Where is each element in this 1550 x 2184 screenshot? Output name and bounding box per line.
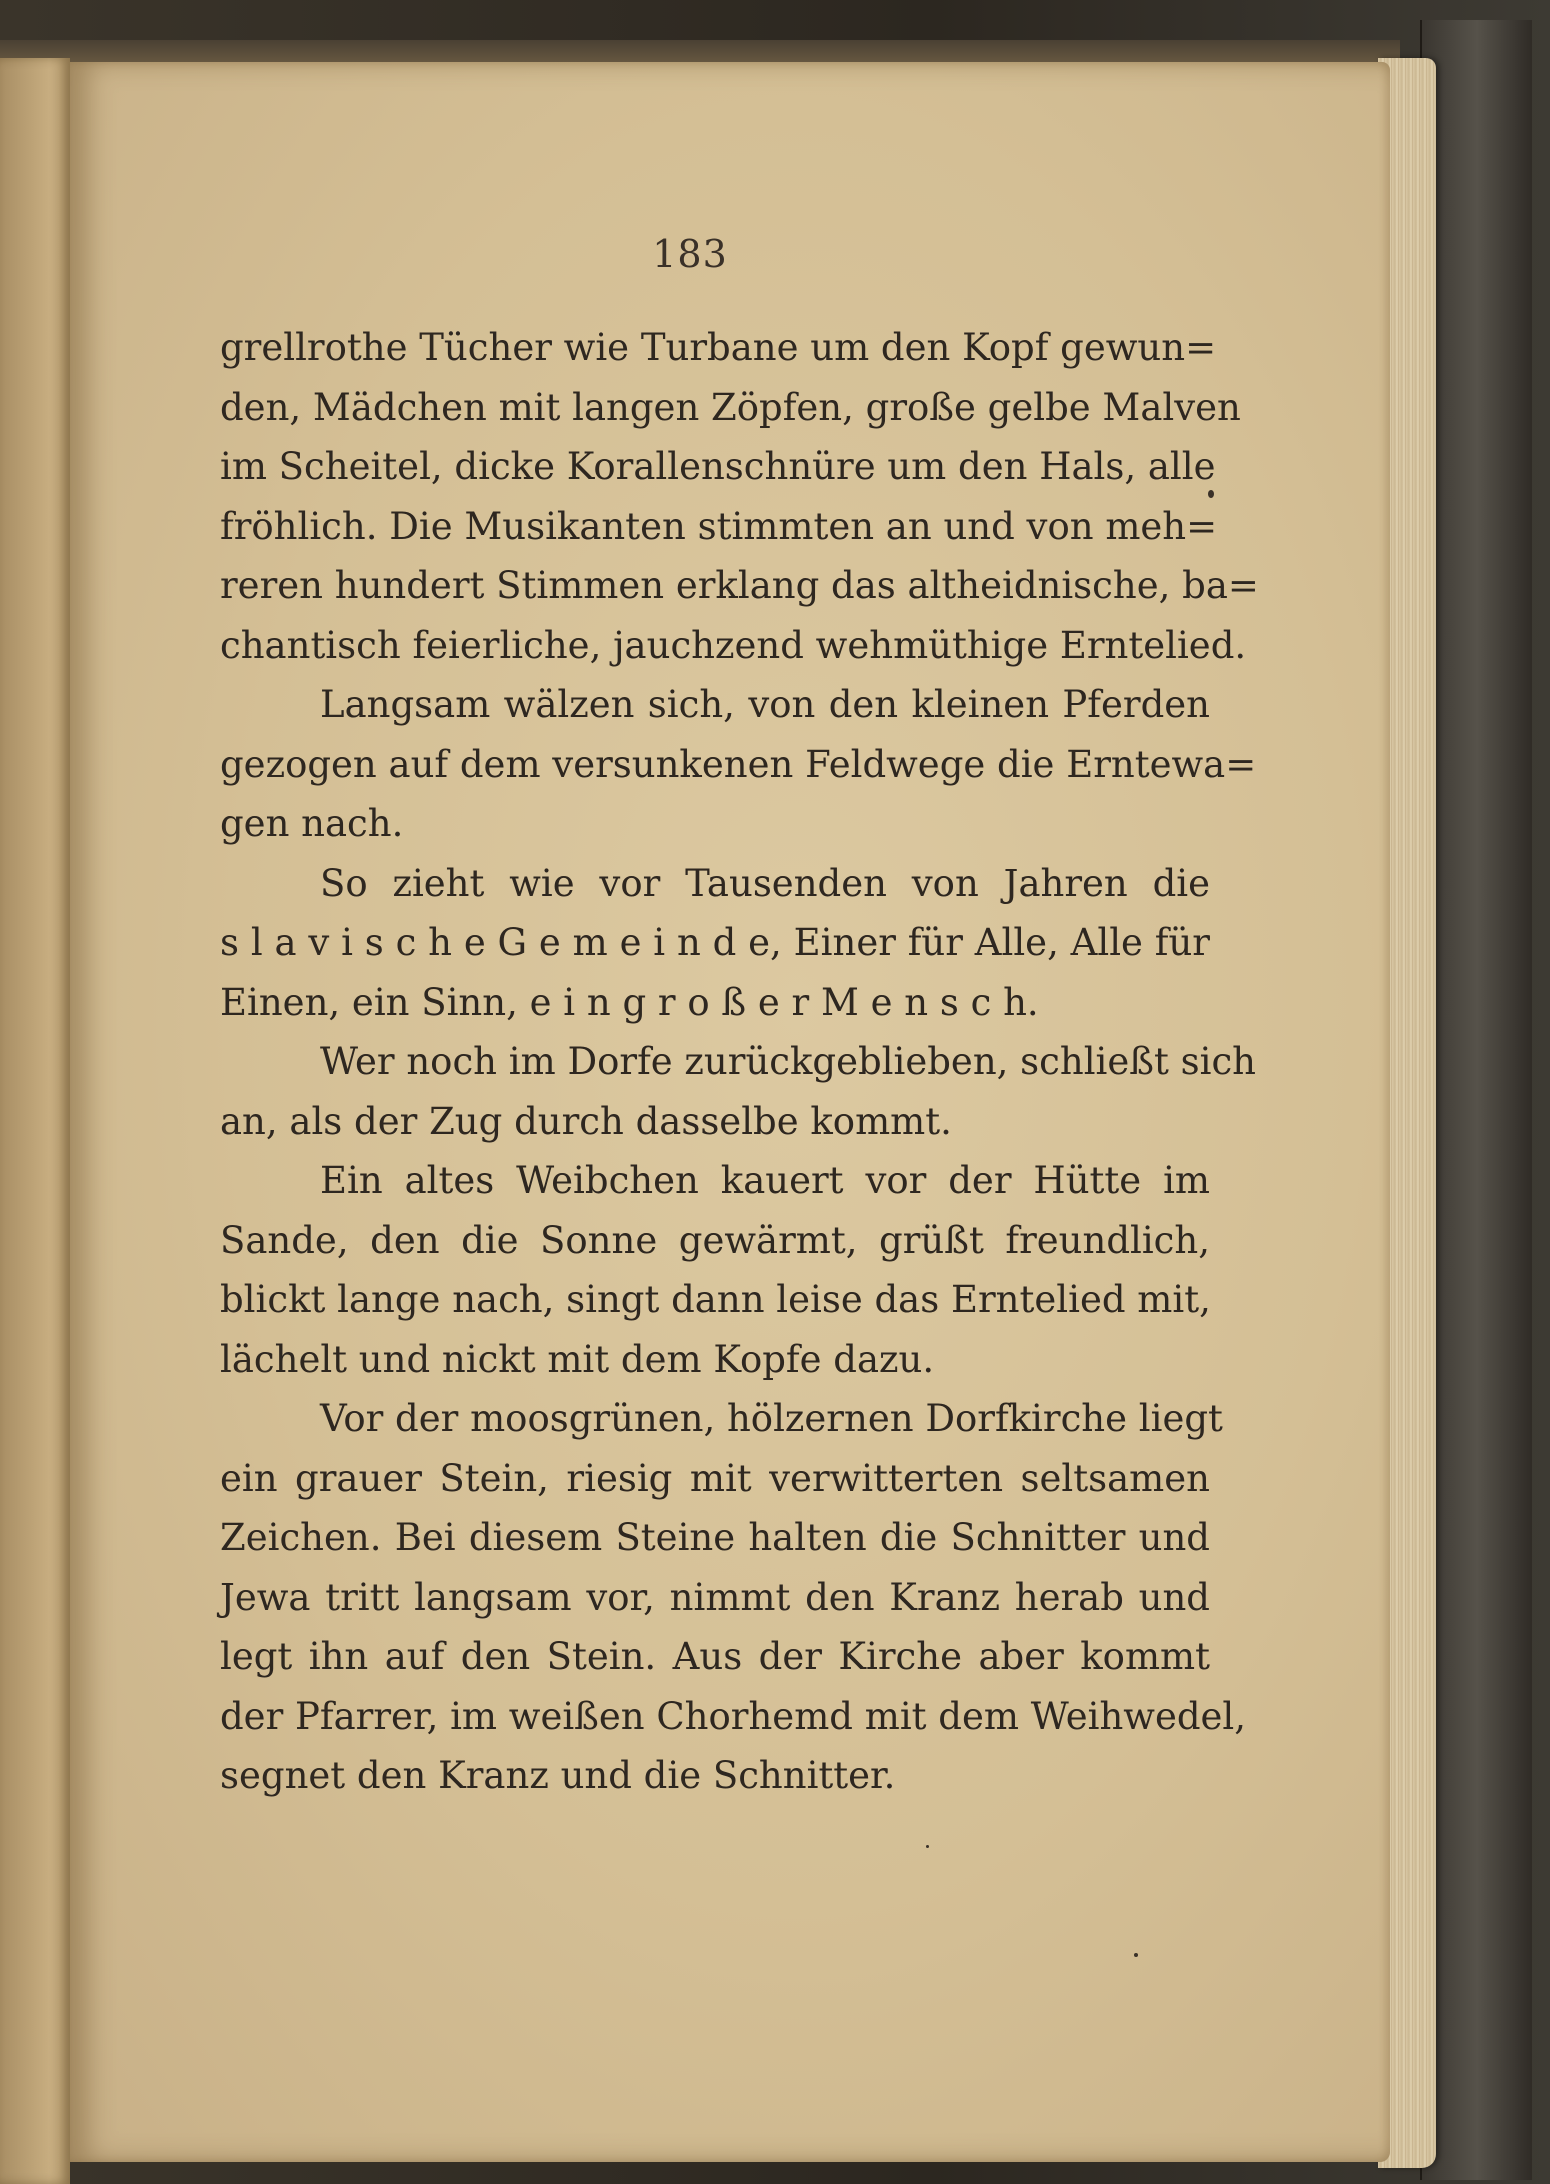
text-line: Langsam wälzen sich, von den kleinen Pferden: [320, 683, 1210, 726]
text-line: Einen, ein Sinn, e i n g r o ß e r M e n s c h.: [220, 980, 1039, 1024]
book-cover-edge: [1420, 20, 1532, 2180]
text-line: segnet den Kranz und die Schnitter.: [220, 1754, 896, 1797]
text-line: legt ihn auf den Stein. Aus der Kirche aber kommt: [220, 1635, 1210, 1678]
text-line: Ein altes Weibchen kauert vor der Hütte im: [320, 1159, 1210, 1202]
text-line: im Scheitel, dicke Korallenschnüre um den Hals, alle: [220, 445, 1216, 488]
text-line: Jewa tritt langsam vor, nimmt den Kranz herab und: [220, 1575, 1210, 1619]
text-line: s l a v i s c h e G e m e i n d e, Einer für Alle, Alle für: [220, 921, 1210, 964]
text-line: lächelt und nickt mit dem Kopfe dazu.: [220, 1337, 935, 1381]
text-line: Vor der moosgrünen, hölzernen Dorfkirche liegt: [320, 1397, 1223, 1440]
text-line: ein grauer Stein, riesig mit verwitterten seltsamen: [220, 1456, 1210, 1500]
text-line: So zieht wie vor Tausenden von Jahren die: [320, 861, 1210, 905]
text-line: blickt lange nach, singt dann leise das Erntelied mit,: [220, 1278, 1211, 1321]
text-line: Zeichen. Bei diesem Steine halten die Schnitter und: [220, 1516, 1210, 1559]
text-line: den, Mädchen mit langen Zöpfen, große gelbe Malven: [220, 385, 1241, 429]
text-line: der Pfarrer, im weißen Chorhemd mit dem Weihwedel,: [220, 1694, 1247, 1738]
text-line: grellrothe Tücher wie Turbane um den Kopf gewun=: [220, 326, 1217, 369]
text-line: fröhlich. Die Musikanten stimmten an und von meh=: [220, 504, 1218, 548]
text-line: gezogen auf dem versunkenen Feldwege die Erntewa=: [220, 742, 1257, 786]
text-line: an, als der Zug durch dasselbe kommt.: [220, 1099, 952, 1143]
text-line: Wer noch im Dorfe zurückgeblieben, schließt sich: [320, 1040, 1257, 1083]
page-number: 183: [652, 232, 728, 276]
text-line: reren hundert Stimmen erklang das altheidnische, ba=: [220, 564, 1259, 607]
page-text: [220, 318, 1259, 1806]
text-line: Sande, den die Sonne gewärmt, grüßt freundlich,: [220, 1218, 1210, 1262]
paper-speck: [1134, 1953, 1138, 1957]
paper-speck: [926, 1845, 929, 1848]
facing-page-edge: [0, 58, 70, 2184]
text-line: gen nach.: [220, 802, 404, 845]
paper-speck: [1208, 490, 1214, 498]
text-line: chantisch feierliche, jauchzend wehmüthige Erntelied.: [220, 623, 1247, 667]
